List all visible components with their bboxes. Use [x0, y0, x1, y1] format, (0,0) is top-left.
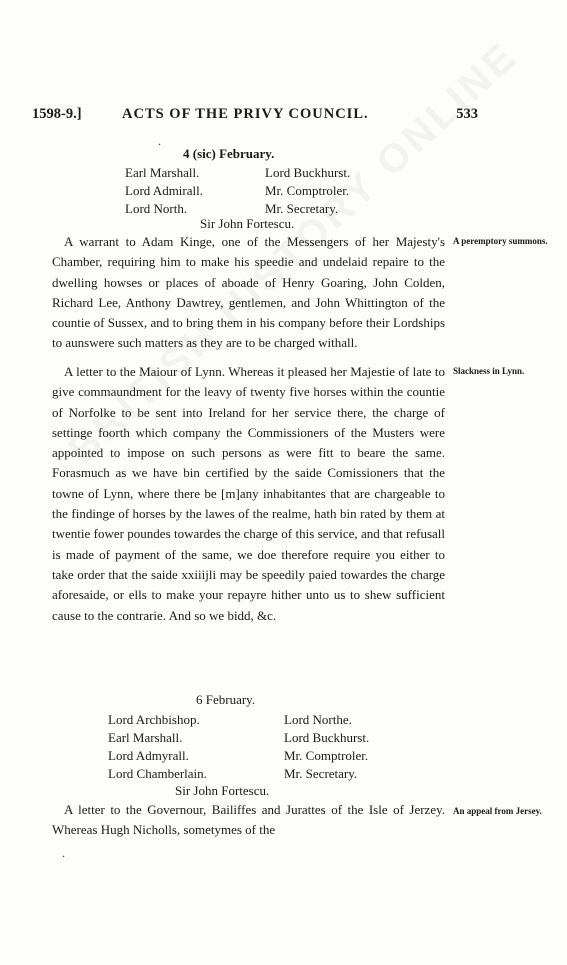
entry-letter-lynn — [52, 362, 445, 626]
attendee: Mr. Comptroler. — [284, 748, 369, 763]
entry-warrant — [52, 232, 445, 354]
entry-text: A warrant to Adam Kinge, one of the Messengers of her Majesty's Chamber, requiring him to make his speedie and undelaid repaire to the dwelling howses or places of aboade of Henry Goaring, John Colden, Richard Lee, Anthony Dawtrey, gentlemen, and John Whittington of the countie of Sussex, and to bring them in his company before their Lordships to aunswere such matters as they are to be charged withall. — [52, 234, 445, 351]
attendee: Mr. Secretary. — [265, 201, 339, 216]
attendee: Earl Marshall. — [125, 165, 200, 180]
attendee-list — [125, 164, 385, 218]
attendee: Mr. Comptroler. — [265, 183, 350, 198]
meeting-date: 6 February. — [196, 692, 256, 707]
attendee: Lord Archbishop. — [108, 712, 200, 727]
attendee: Lord Buckhurst. — [265, 165, 351, 180]
page-number: 533 — [456, 106, 478, 122]
print-mark: · — [158, 140, 162, 151]
attendee: Earl Marshall. — [108, 730, 183, 745]
entry-text: A letter to the Maiour of Lynn. Whereas it pleased her Majestie of late to give commaundment for the leavy of twenty five horses within the countie of Norfolke to be sent into Ireland for her service there, the charge of settinge foorth which company the Commissioners of the Musters were appointed to impose on such persons as were fitt to beare the same. Forasmuch as we have bin certified by the saide Comissioners that the towne of Lynn, where there be [m]any inhabitantes that are chargeable to the findinge of horses by the lawes of the realme, hath bin rated by them at twentie fower poundes towardes the charge of this service, and that refusall is made of payment of the same, we doe therefore require you either to take order that the saide xxiiijli may be speedily paied towardes the charge aforesaide, or ells to make your repayre hither unto us to shew sufficient cause to the contrarie. And so we bidd, &c. — [52, 364, 445, 623]
header-title: ACTS OF THE PRIVY COUNCIL. — [122, 106, 369, 122]
attendee: Mr. Secretary. — [284, 766, 358, 781]
attendee: Sir John Fortescu. — [200, 216, 295, 231]
attendee: Lord Chamberlain. — [108, 766, 207, 781]
attendee: Lord Admyrall. — [108, 748, 189, 763]
meeting-date: 4 (sic) February. — [183, 146, 275, 161]
margin-note: An appeal from Jersey. — [453, 806, 542, 816]
attendee: Lord Buckhurst. — [284, 730, 370, 745]
print-mark: · — [62, 852, 66, 863]
attendee: Lord Northe. — [284, 712, 352, 727]
margin-note: Slackness in Lynn. — [453, 366, 525, 376]
entry-text: A letter to the Governour, Bailiffes and Jurattes of the Isle of Jerzey. Whereas Hugh Nicholls, sometymes of the — [52, 802, 445, 838]
header-year: 1598-9.] — [32, 106, 82, 122]
entry-letter-jersey — [52, 800, 445, 841]
margin-note: A peremptory summons. — [453, 236, 548, 246]
attendee-list — [108, 711, 408, 783]
attendee: Lord North. — [125, 201, 188, 216]
attendee: Sir John Fortescu. — [175, 783, 270, 798]
attendee: Lord Admirall. — [125, 183, 203, 198]
